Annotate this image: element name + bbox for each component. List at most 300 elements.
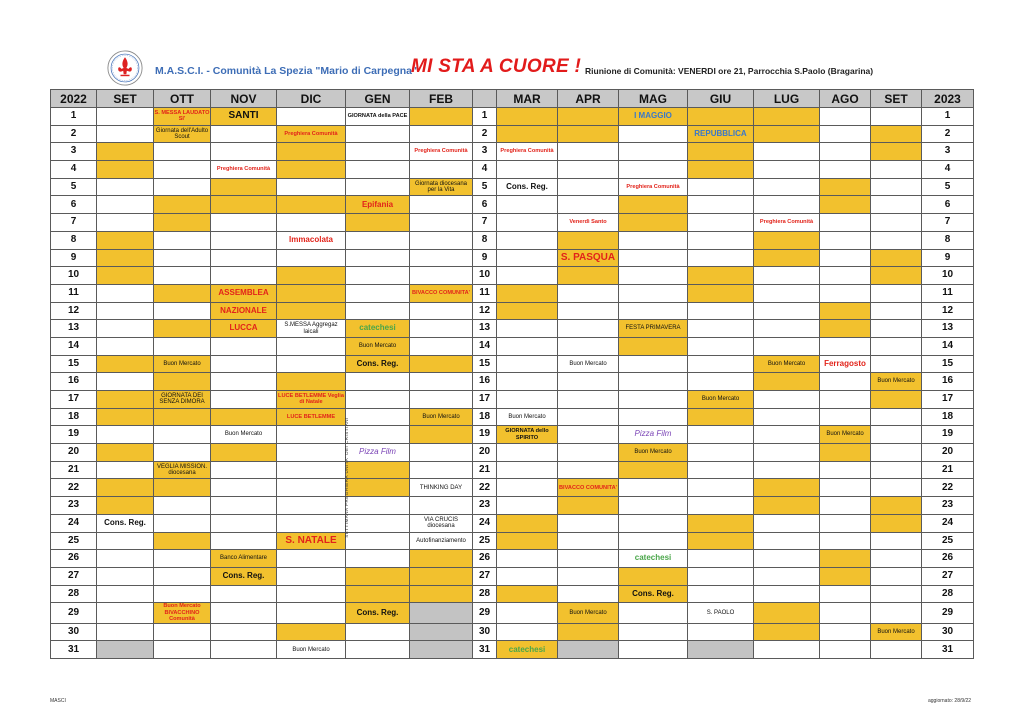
cell-gen (346, 108, 410, 126)
event-label: Buon Mercato (358, 343, 397, 350)
cell-lug (754, 426, 820, 444)
event-label: Pizza Film (359, 447, 396, 457)
cell-lug (754, 641, 820, 659)
cell-set (97, 461, 154, 479)
cell-mag (619, 603, 688, 624)
cell-gen (346, 143, 410, 161)
cell-mar (497, 125, 558, 143)
cell-apr (558, 267, 619, 285)
column-header-dic: DIC (277, 90, 346, 108)
day-number-mid: 31 (473, 641, 497, 659)
cell-mag (619, 284, 688, 302)
cell-set (97, 426, 154, 444)
cell-set2 (871, 514, 922, 532)
cell-mar (497, 585, 558, 603)
cell-set2 (871, 550, 922, 568)
event-label: ASSEMBLEA (218, 287, 269, 297)
cell-dic (277, 497, 346, 515)
table-row (51, 623, 974, 641)
table-row (51, 249, 974, 267)
event-label: Cons. Reg. (632, 588, 674, 598)
cell-nov (211, 267, 277, 285)
cell-mar (497, 461, 558, 479)
cell-nov (211, 603, 277, 624)
day-number-2023: 15 (922, 355, 974, 373)
event-label: Buon Mercato (422, 413, 460, 420)
cell-apr (558, 249, 619, 267)
cell-set (97, 125, 154, 143)
cell-feb (410, 532, 473, 550)
cell-mar (497, 108, 558, 126)
cell-dic (277, 444, 346, 462)
cell-ago (820, 196, 871, 214)
cell-set (97, 391, 154, 409)
cell-set (97, 603, 154, 624)
cell-apr (558, 320, 619, 338)
day-number-2023: 9 (922, 249, 974, 267)
column-header-day-mid (473, 90, 497, 108)
cell-gen (346, 373, 410, 391)
calendar-body (51, 108, 974, 659)
event-label: Buon Mercato (634, 449, 672, 456)
cell-mag (619, 426, 688, 444)
table-row (51, 284, 974, 302)
event-label: catechesi (634, 553, 672, 563)
day-number-2022: 22 (51, 479, 97, 497)
table-row (51, 532, 974, 550)
event-label: FESTA PRIMAVERA (625, 325, 681, 332)
day-number-mid: 20 (473, 444, 497, 462)
event-label: S. PASQUA (560, 251, 616, 263)
cell-ott (154, 355, 211, 373)
cell-nov (211, 108, 277, 126)
cell-feb (410, 267, 473, 285)
event-label: Giornata dell'Adulto Scout (155, 127, 209, 141)
cell-set2 (871, 302, 922, 320)
cell-ago (820, 623, 871, 641)
cell-dic (277, 461, 346, 479)
event-label: S. MESSA LAUDATO SI' (154, 109, 210, 123)
cell-dic (277, 196, 346, 214)
event-label: Buon Mercato (767, 360, 806, 367)
day-number-mid: 14 (473, 337, 497, 355)
cell-nov (211, 585, 277, 603)
table-row (51, 391, 974, 409)
day-number-mid: 29 (473, 603, 497, 624)
day-number-2023: 22 (922, 479, 974, 497)
cell-mar (497, 444, 558, 462)
cell-ott (154, 214, 211, 232)
cell-ott (154, 125, 211, 143)
table-row (51, 214, 974, 232)
cell-lug (754, 479, 820, 497)
event-label: Cons. Reg. (356, 358, 399, 368)
cell-gen (346, 461, 410, 479)
cell-lug (754, 567, 820, 585)
cell-dic (277, 284, 346, 302)
cell-lug (754, 337, 820, 355)
day-number-2023: 10 (922, 267, 974, 285)
cell-giu (688, 267, 754, 285)
day-number-mid: 5 (473, 178, 497, 196)
cell-giu (688, 426, 754, 444)
cell-gen (346, 514, 410, 532)
cell-apr (558, 532, 619, 550)
cell-mag (619, 408, 688, 426)
day-number-2022: 19 (51, 426, 97, 444)
cell-dic (277, 514, 346, 532)
cell-dic (277, 373, 346, 391)
cell-ago (820, 143, 871, 161)
cell-apr (558, 603, 619, 624)
day-number-mid: 6 (473, 196, 497, 214)
cell-set2 (871, 479, 922, 497)
cell-ott (154, 426, 211, 444)
cell-ago (820, 161, 871, 179)
event-label: I MAGGIO (634, 111, 672, 121)
table-row (51, 444, 974, 462)
cell-lug (754, 125, 820, 143)
cell-set (97, 567, 154, 585)
cell-gen (346, 249, 410, 267)
cell-ott (154, 249, 211, 267)
cell-ott (154, 373, 211, 391)
column-header-ott: OTT (154, 90, 211, 108)
day-number-2022: 15 (51, 355, 97, 373)
cell-lug (754, 514, 820, 532)
cell-dic (277, 426, 346, 444)
cell-giu (688, 178, 754, 196)
cell-ott (154, 461, 211, 479)
cell-feb (410, 125, 473, 143)
day-number-mid: 23 (473, 497, 497, 515)
cell-mar (497, 214, 558, 232)
cell-lug (754, 373, 820, 391)
day-number-2023: 14 (922, 337, 974, 355)
day-number-mid: 13 (473, 320, 497, 338)
day-number-mid: 19 (473, 426, 497, 444)
cell-apr (558, 284, 619, 302)
event-label: VEGLIA MISSION. diocesana (156, 463, 207, 477)
cell-ott (154, 143, 211, 161)
cell-feb (410, 426, 473, 444)
cell-feb (410, 585, 473, 603)
cell-lug (754, 178, 820, 196)
cell-ott (154, 550, 211, 568)
cell-set2 (871, 391, 922, 409)
cell-lug (754, 603, 820, 624)
cell-lug (754, 143, 820, 161)
cell-mar (497, 497, 558, 515)
cell-gen (346, 284, 410, 302)
cell-feb (410, 161, 473, 179)
cell-gen (346, 426, 410, 444)
event-label: Buon Mercato (877, 378, 915, 385)
day-number-2023: 21 (922, 461, 974, 479)
cell-ago (820, 267, 871, 285)
day-number-2022: 7 (51, 214, 97, 232)
cell-set (97, 302, 154, 320)
cell-giu (688, 514, 754, 532)
cell-apr (558, 585, 619, 603)
table-row (51, 337, 974, 355)
day-number-2023: 19 (922, 426, 974, 444)
day-number-2022: 12 (51, 302, 97, 320)
event-label: Preghiera Comunità (500, 148, 554, 155)
day-number-2023: 6 (922, 196, 974, 214)
cell-nov (211, 426, 277, 444)
cell-gen (346, 641, 410, 659)
cell-mar (497, 603, 558, 624)
event-label: Immacolata (288, 234, 334, 244)
event-label: VIA CRUCIS diocesana (423, 516, 458, 530)
day-number-mid: 27 (473, 567, 497, 585)
cell-mag (619, 444, 688, 462)
event-label: LUCE BETLEMME Veglia di Natale (278, 392, 344, 406)
cell-nov (211, 214, 277, 232)
cell-set2 (871, 125, 922, 143)
table-row (51, 302, 974, 320)
cell-mar (497, 479, 558, 497)
cell-apr (558, 408, 619, 426)
event-label: Buon Mercato (826, 431, 864, 438)
cell-mar (497, 426, 558, 444)
cell-nov (211, 479, 277, 497)
cell-nov (211, 231, 277, 249)
cell-lug (754, 161, 820, 179)
event-label: S. PAOLO (706, 609, 735, 616)
cell-set (97, 231, 154, 249)
cell-dic (277, 479, 346, 497)
cell-nov (211, 161, 277, 179)
event-label: Cons. Reg. (222, 570, 265, 580)
cell-giu (688, 497, 754, 515)
cell-feb (410, 214, 473, 232)
cell-set2 (871, 461, 922, 479)
event-label: BIVACCO COMUNITA' (559, 484, 617, 491)
day-number-mid: 8 (473, 231, 497, 249)
cell-set (97, 550, 154, 568)
cell-set (97, 143, 154, 161)
cell-mar (497, 284, 558, 302)
cell-set2 (871, 585, 922, 603)
cell-nov (211, 355, 277, 373)
day-number-2023: 4 (922, 161, 974, 179)
cell-gen (346, 391, 410, 409)
day-number-2023: 31 (922, 641, 974, 659)
cell-gen (346, 320, 410, 338)
cell-mar (497, 355, 558, 373)
cell-ott (154, 337, 211, 355)
cell-lug (754, 355, 820, 373)
cell-mar (497, 320, 558, 338)
cell-apr (558, 178, 619, 196)
cell-gen (346, 196, 410, 214)
day-number-2023: 25 (922, 532, 974, 550)
cell-apr (558, 479, 619, 497)
cell-feb (410, 567, 473, 585)
cell-dic (277, 125, 346, 143)
event-label: Giornata diocesana per la Vita (414, 180, 468, 194)
cell-lug (754, 444, 820, 462)
event-label: Preghiera Comunità (626, 183, 680, 190)
cell-apr (558, 143, 619, 161)
cell-mag (619, 550, 688, 568)
cell-ago (820, 585, 871, 603)
cell-feb (410, 355, 473, 373)
column-header-mar: MAR (497, 90, 558, 108)
cell-feb (410, 479, 473, 497)
cell-gen (346, 550, 410, 568)
day-number-mid: 11 (473, 284, 497, 302)
cell-ago (820, 320, 871, 338)
cell-ago (820, 461, 871, 479)
cell-lug (754, 267, 820, 285)
event-label: Ferragosto (824, 358, 866, 368)
column-header-year-2023: 2023 (922, 90, 974, 108)
cell-mag (619, 267, 688, 285)
event-label: Buon Mercato (569, 360, 607, 367)
event-label: LUCE BETLEMME (286, 413, 336, 420)
cell-dic (277, 355, 346, 373)
cell-giu (688, 444, 754, 462)
cell-apr (558, 426, 619, 444)
cell-giu (688, 320, 754, 338)
cell-ago (820, 550, 871, 568)
cell-apr (558, 231, 619, 249)
event-label: S.MESSA Aggregaz laicali (284, 322, 338, 335)
column-header-set: SET (97, 90, 154, 108)
cell-mar (497, 641, 558, 659)
table-row (51, 585, 974, 603)
event-label: Buon Mercato (224, 431, 263, 438)
cell-lug (754, 532, 820, 550)
cell-ago (820, 408, 871, 426)
cell-mag (619, 337, 688, 355)
cell-mar (497, 550, 558, 568)
cell-dic (277, 641, 346, 659)
day-number-2022: 21 (51, 461, 97, 479)
cell-dic (277, 249, 346, 267)
cell-mar (497, 408, 558, 426)
cell-apr (558, 355, 619, 373)
cell-apr (558, 196, 619, 214)
cell-dic (277, 143, 346, 161)
column-header-apr: APR (558, 90, 619, 108)
cell-feb (410, 249, 473, 267)
cell-giu (688, 641, 754, 659)
cell-ago (820, 355, 871, 373)
cell-set2 (871, 623, 922, 641)
cell-feb (410, 284, 473, 302)
day-number-2022: 24 (51, 514, 97, 532)
event-label: Preghiera Comunità (759, 219, 814, 226)
cell-mar (497, 337, 558, 355)
day-number-2022: 31 (51, 641, 97, 659)
cell-dic (277, 108, 346, 126)
cell-apr (558, 514, 619, 532)
column-header-year-2022: 2022 (51, 90, 97, 108)
cell-ott (154, 267, 211, 285)
cell-nov (211, 461, 277, 479)
cell-apr (558, 161, 619, 179)
cell-ago (820, 284, 871, 302)
cell-gen (346, 479, 410, 497)
day-number-2022: 27 (51, 567, 97, 585)
cell-set2 (871, 426, 922, 444)
event-label: Cons. Reg. (104, 517, 146, 527)
table-row (51, 641, 974, 659)
cell-dic (277, 550, 346, 568)
day-number-mid: 9 (473, 249, 497, 267)
cell-ago (820, 214, 871, 232)
day-number-mid: 2 (473, 125, 497, 143)
cell-ott (154, 585, 211, 603)
cell-set2 (871, 178, 922, 196)
cell-gen (346, 125, 410, 143)
cell-apr (558, 444, 619, 462)
table-row (51, 125, 974, 143)
cell-set2 (871, 231, 922, 249)
cell-ott (154, 108, 211, 126)
cell-gen (346, 161, 410, 179)
cell-giu (688, 284, 754, 302)
cell-nov (211, 514, 277, 532)
cell-set2 (871, 196, 922, 214)
cell-feb (410, 108, 473, 126)
event-label: Cons. Reg. (356, 607, 399, 617)
cell-feb (410, 373, 473, 391)
cell-nov (211, 284, 277, 302)
cell-mar (497, 623, 558, 641)
cell-gen (346, 178, 410, 196)
day-number-mid: 1 (473, 108, 497, 126)
cell-ago (820, 108, 871, 126)
cell-set2 (871, 249, 922, 267)
day-number-2023: 3 (922, 143, 974, 161)
cell-set (97, 214, 154, 232)
cell-feb (410, 143, 473, 161)
cell-dic (277, 603, 346, 624)
cell-mar (497, 178, 558, 196)
cell-ott (154, 497, 211, 515)
cell-ago (820, 231, 871, 249)
cell-dic (277, 567, 346, 585)
cell-ago (820, 249, 871, 267)
cell-dic (277, 178, 346, 196)
cell-giu (688, 161, 754, 179)
cell-lug (754, 214, 820, 232)
table-row (51, 567, 974, 585)
cell-set2 (871, 143, 922, 161)
day-number-2023: 23 (922, 497, 974, 515)
day-number-2022: 28 (51, 585, 97, 603)
cell-feb (410, 444, 473, 462)
table-row (51, 550, 974, 568)
cell-ago (820, 603, 871, 624)
event-label: Preghiera Comunità (216, 166, 271, 173)
day-number-mid: 26 (473, 550, 497, 568)
cell-dic (277, 302, 346, 320)
day-number-mid: 22 (473, 479, 497, 497)
cell-mag (619, 302, 688, 320)
day-number-mid: 18 (473, 408, 497, 426)
cell-set (97, 408, 154, 426)
cell-lug (754, 320, 820, 338)
cell-ott (154, 302, 211, 320)
cell-giu (688, 373, 754, 391)
cell-set (97, 355, 154, 373)
